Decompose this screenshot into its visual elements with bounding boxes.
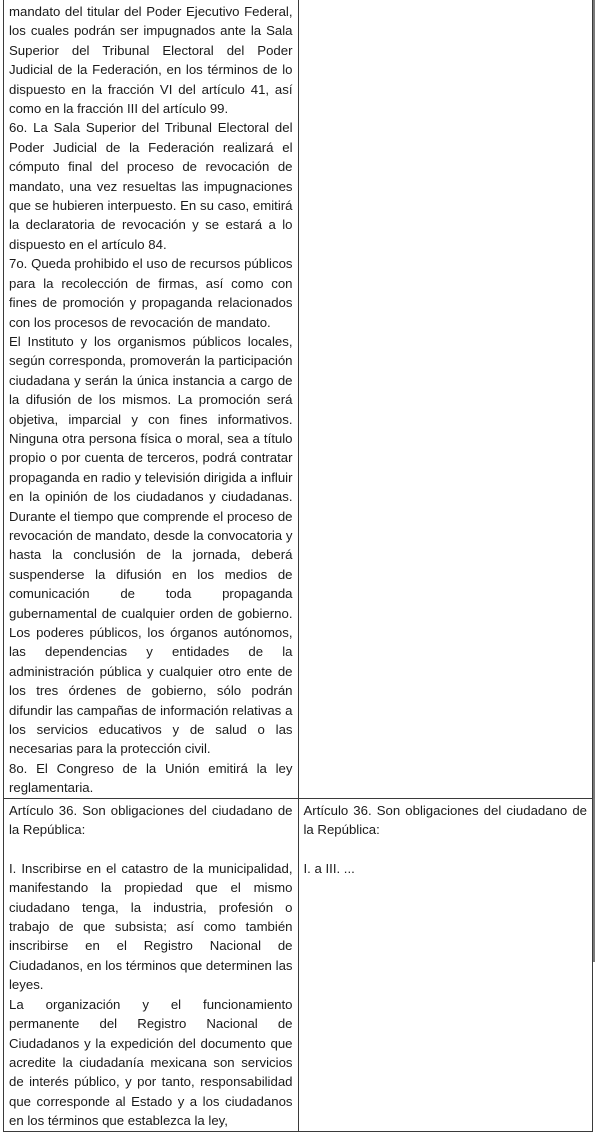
paragraph: 6o. La Sala Superior del Tribunal Electoral del Poder Judicial de la Federación realizará el cómputo final del proceso de revocación de mandato, una vez resueltas las impugnaciones que se hubieren interpuesto. En su caso, emitirá la declaratoria de revocación y se estará a lo dispuesto en el artículo 84. <box>9 120 293 252</box>
paragraph: I. Inscribirse en el catastro de la municipalidad, manifestando la propiedad que el mismo ciudadano tenga, la industria, profesión o trabajo de que subsista; así como también inscribirse en el Registro Nacional de Ciudadanos, en los términos que determinen las leyes. <box>9 860 293 993</box>
comparison-table <box>3 0 593 1132</box>
paragraph: mandato del titular del Poder Ejecutivo Federal, los cuales podrán ser impugnados ante la Sala Superior del Tribunal Electoral del Poder Judicial de la Federación, en los términos de lo dispuesto en la fracción VI del artículo 41, así como en la fracción III del artículo 99. <box>9 4 293 117</box>
current-text-cell <box>4 798 299 1131</box>
paragraph: El Instituto y los organismos públicos locales, según corresponda, promoverán la participación ciudadana y serán la única instancia a cargo de la difusión de los mismos. La promoción será objetiva, imparcial y con fines informativos. Ninguna otra persona física o moral, sea a título propio o por cuenta de terceros, podrá contratar propaganda en radio y televisión dirigida a influir en la opinión de los ciudadanos y ciudadanas. Durante el tiempo que comprende el proceso de revocación de mandato, desde la convocatoria y hasta la conclusión de la jornada, deberá suspenderse la difusión en los medios de comunicación de toda propaganda gubernamental de cualquier orden de gobierno. Los poderes públicos, los órganos autónomos, las dependencias y entidades de la administración pública y cualquier otro ente de los tres órdenes de gobierno, sólo podrán difundir las campañas de información relativas a los servicios educativos y de salud o las necesarias para la protección civil. <box>9 333 293 757</box>
paragraph: I. a III. ... <box>303 860 355 876</box>
table-row <box>4 0 593 798</box>
paragraph: La organización y el funcionamiento permanente del Registro Nacional de Ciudadanos y la expedición del documento que acredite la ciudadanía mexicana son servicios de interés público, y por tanto, responsabilidad que corresponde al Estado y a los ciudadanos en los términos que establezca la ley, <box>9 996 293 1129</box>
article-heading: Artículo 36. Son obligaciones del ciudadano de la República: <box>9 802 293 838</box>
paragraph: 7o. Queda prohibido el uso de recursos públicos para la recolección de firmas, así como con fines de promoción y propaganda relacionados con los procesos de revocación de mandato. <box>9 256 293 330</box>
article-heading: Artículo 36. Son obligaciones del ciudadano de la República: <box>303 802 587 838</box>
proposed-text-cell <box>298 798 593 1131</box>
current-text-cell <box>4 0 299 798</box>
paragraph: 8o. El Congreso de la Unión emitirá la ley reglamentaria. <box>9 760 293 796</box>
proposed-text-cell <box>298 0 593 798</box>
table-row <box>4 798 593 1131</box>
page-edge-shadow <box>593 0 595 962</box>
